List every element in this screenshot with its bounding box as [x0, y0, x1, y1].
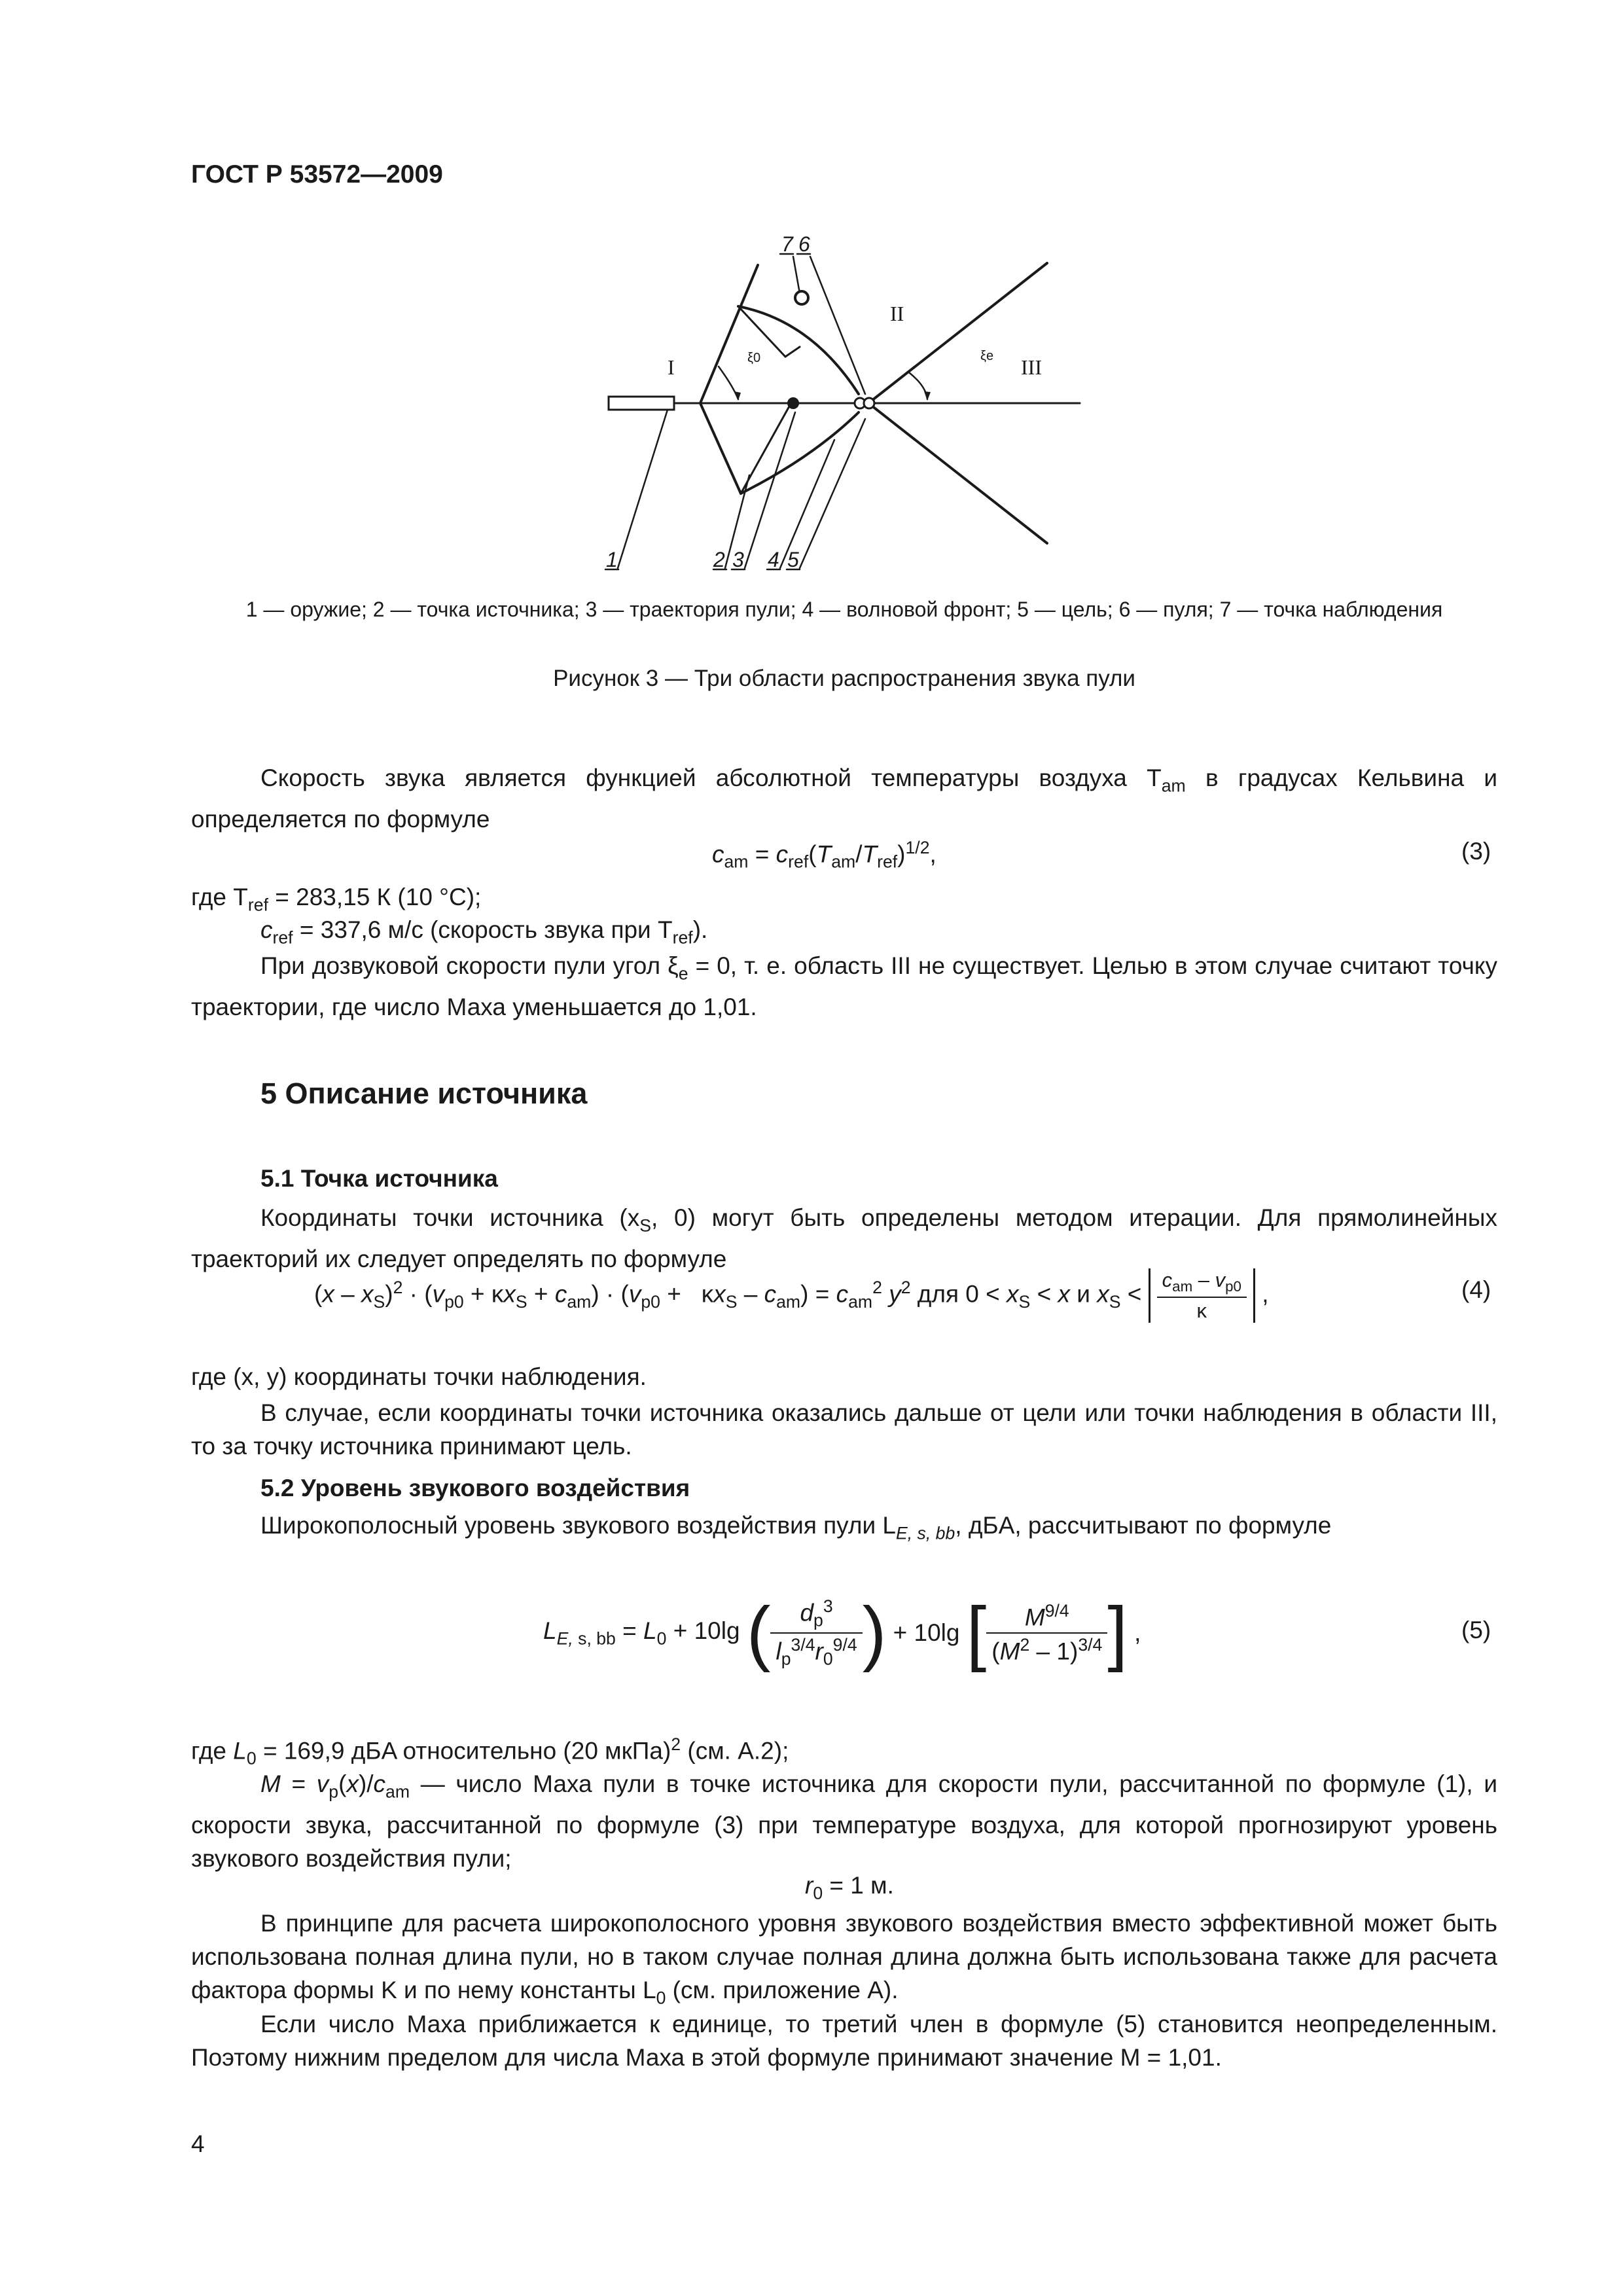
- paragraph-mach-definition: $M = v_p(x)/c_{am}$ — число Маха пули в точке источника для скорости пули, рассчитанной по формуле (1), и скорости звука, рассчитанной по формуле (3) при температуре воздуха, для которой прогнозируют уровень звукового воздействия пули;: [191, 1770, 1497, 1873]
- observation-point: [795, 291, 808, 304]
- page-number: 4: [191, 2130, 205, 2157]
- where-l0: где $L_0 = 169,9$ дБA относительно (20 мкПа)$^2$ (см. А.2);: [191, 1734, 789, 1768]
- equation-3-number: (3): [1461, 838, 1491, 865]
- callout-5: 5: [787, 548, 799, 571]
- paragraph-source-coords: Координаты точки источника ($x_S$, 0) могут быть определены методом итерации. Для прямолинейных траекторий их следует определять по формуле: [191, 1204, 1497, 1273]
- section-5-2-heading: 5.2 Уровень звукового воздействия: [260, 1475, 690, 1501]
- callout-1: 1: [606, 548, 618, 571]
- equation-4-number: (4): [1461, 1276, 1491, 1303]
- equation-5: $L_{E, s, bb} = L_0 + 10\lg$ ( $\frac{d_p^3}{l_p^{3/4}r_0^{9/4}}$ ) + 10lg [ $\frac{M^{9/4}}{(M^2 - 1)^{3/4}}$ ] ,: [543, 1592, 1141, 1673]
- where-xy: где (x, y) координаты точки наблюдения.: [191, 1363, 647, 1390]
- figure-caption: Рисунок 3 — Три области распространения звука пули: [553, 666, 1135, 691]
- figure-legend: 1 — оружие; 2 — точка источника; 3 — траектория пули; 4 — волновой фронт; 5 — цель; 6 — пуля; 7 — точка наблюдения: [245, 598, 1443, 621]
- where-tref: где $T_{ref} = 283,15$ К (10 °C);: [191, 884, 482, 915]
- callout-7: 7: [781, 232, 793, 256]
- paragraph-exposure-level: Широкополосный уровень звукового воздействия пули $L_{E, s, bb}$, дБA, рассчитывают по формуле: [260, 1512, 1332, 1543]
- region-label-2: II: [890, 302, 904, 325]
- section-5-heading: 5 Описание источника: [260, 1077, 588, 1110]
- equation-4: $(x - x_S)^2 \cdot (v_{p0} + \kappa x_S + c_{am}) \cdot (v_{p0} + \kappa x_S - c_{am}) = c_{am}^2$ $y^2$ для $0 < x_S < x$ и $x_S$ < $\frac{c_{am} - v_{p0}}{\kappa}$ ,: [314, 1268, 1269, 1323]
- where-cref: $c_{ref} = 337,6$ м/с (скорость звука при $T_{ref}$).: [260, 916, 708, 948]
- paragraph-source-region-3: В случае, если координаты точки источника оказались дальше от цели или точки наблюдения в области III, то за точку источника принимают цель.: [191, 1399, 1497, 1460]
- section-5-1-heading: 5.1 Точка источника: [260, 1165, 498, 1192]
- paragraph-subsonic: При дозвуковой скорости пули угол $\xi_e = 0$, т. е. область III не существует. Целью в этом случае считают точку траектории, где число Маха уменьшается до 1,01.: [191, 952, 1497, 1021]
- document-header: ГОСТ Р 53572—2009: [191, 160, 443, 188]
- angle-label-xi0: ξ0: [747, 351, 761, 365]
- paragraph-speed-of-sound: Скорость звука является функцией абсолютной температуры воздуха $T_{am}$ в градусах Кельвина и определяется по формуле: [191, 764, 1497, 833]
- weapon-barrel: [609, 397, 674, 410]
- callout-6: 6: [798, 232, 810, 256]
- angle-label-xie: ξe: [980, 349, 994, 363]
- region-label-1: I: [668, 355, 675, 379]
- paragraph-mach-limit: Если число Маха приближается к единице, то третий член в формуле (5) становится неопределенным. Поэтому нижним пределом для числа Маха в этой формуле принимают значение M = 1,01.: [191, 2011, 1497, 2071]
- bullet-sound-regions-diagram: [602, 223, 1099, 589]
- equation-3: $c_{am} = c_{ref}(T_{am}/T_{ref})^{1/2}$,: [712, 838, 936, 872]
- equation-5-number: (5): [1461, 1617, 1491, 1643]
- callout-3: 3: [732, 548, 744, 571]
- source-point: [787, 397, 799, 409]
- r0-definition: $r_0 = 1$ м.: [805, 1872, 894, 1903]
- paragraph-full-length: В принципе для расчета широкополосного уровня звукового воздействия вместо эффективной может быть использована полная длина пули, но в таком случае полная длина должна быть использована также для расчета фактора формы K и по нему константы $L_0$ (см. приложение А).: [191, 1910, 1497, 2008]
- region-label-3: III: [1021, 355, 1042, 379]
- target-marker: [864, 398, 874, 408]
- callout-2: 2: [713, 548, 725, 571]
- callout-4: 4: [768, 548, 779, 571]
